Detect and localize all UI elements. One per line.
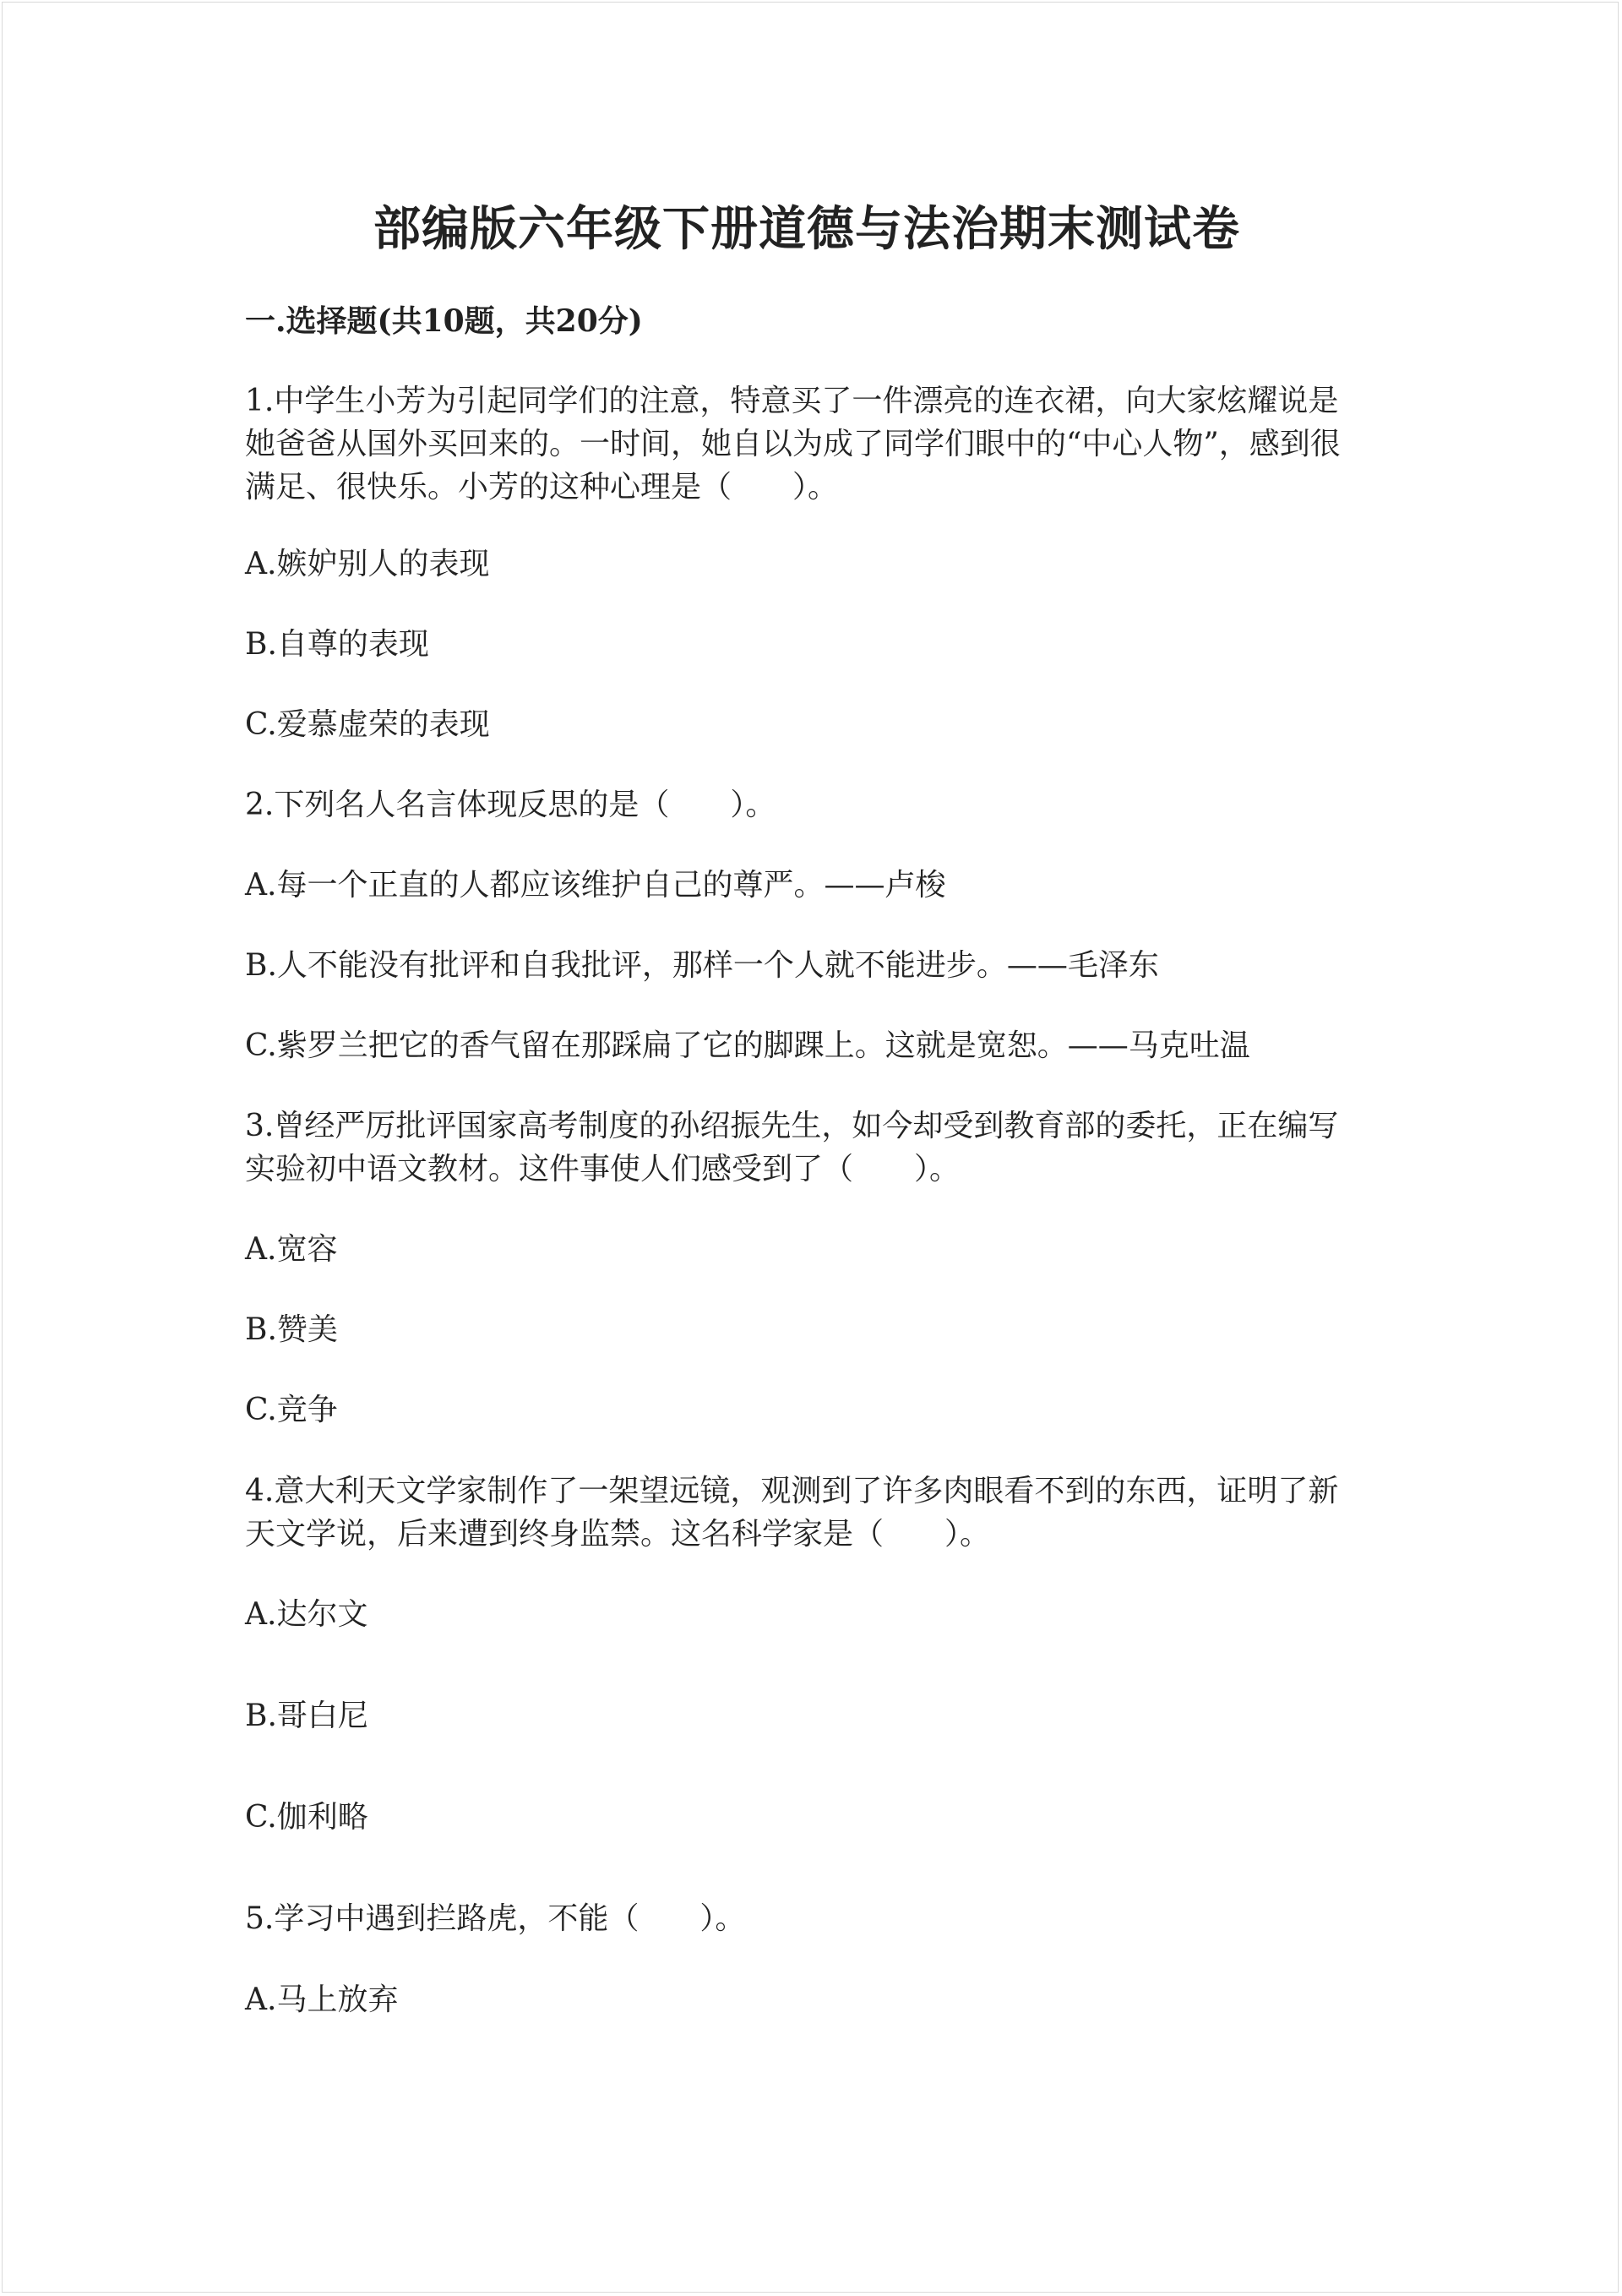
section-heading: 一.选择题(共10题，共20分) [245,303,643,339]
question-5-option-a: A.马上放弃 [245,1982,399,2017]
question-3-option-a: A.宽容 [245,1232,338,1267]
question-1-option-b: B.自尊的表现 [245,627,429,662]
question-4-option-c: C.伽利略 [245,1800,368,1835]
question-2-text: 2.下列名人名言体现反思的是（ ）。 [245,788,776,822]
page-title: 部编版六年级下册道德与法治期末测试卷 [373,201,1240,257]
question-4-text: 4.意大利天文学家制作了一架望远镜，观测到了许多肉眼看不到的东西，证明了新天文学说，后来遭到终身监禁。这名科学家是（ ）。 [245,1474,1339,1552]
question-2-option-c: C.紫罗兰把它的香气留在那踩扁了它的脚踝上。这就是宽恕。——马克吐温 [245,1028,1250,1063]
question-5-text: 5.学习中遇到拦路虎，不能（ ）。 [245,1901,746,1936]
question-1-text: 1.中学生小芳为引起同学们的注意，特意买了一件漂亮的连衣裙，向大家炫耀说是她爸爸从国外买回来的。一时间，她自以为成了同学们眼中的“中心人物”，感到很满足、很快乐。小芳的这种心理是（ ）。 [245,384,1341,504]
question-3-text: 3.曾经严厉批评国家高考制度的孙绍振先生，如今却受到教育部的委托，正在编写实验初中语文教材。这件事使人们感受到了（ ）。 [245,1109,1339,1186]
question-4-option-a: A.达尔文 [245,1597,368,1632]
question-3-option-b: B.赞美 [245,1312,338,1347]
question-4-option-b: B.哥白尼 [245,1699,368,1733]
question-1-option-c: C.爱慕虚荣的表现 [245,707,490,742]
question-3-option-c: C.竞争 [245,1393,338,1427]
question-1-option-a: A.嫉妒别人的表现 [245,547,490,581]
question-2-option-b: B.人不能没有批评和自我批评，那样一个人就不能进步。——毛泽东 [245,948,1159,983]
question-2-option-a: A.每一个正直的人都应该维护自己的尊严。——卢梭 [245,868,946,903]
